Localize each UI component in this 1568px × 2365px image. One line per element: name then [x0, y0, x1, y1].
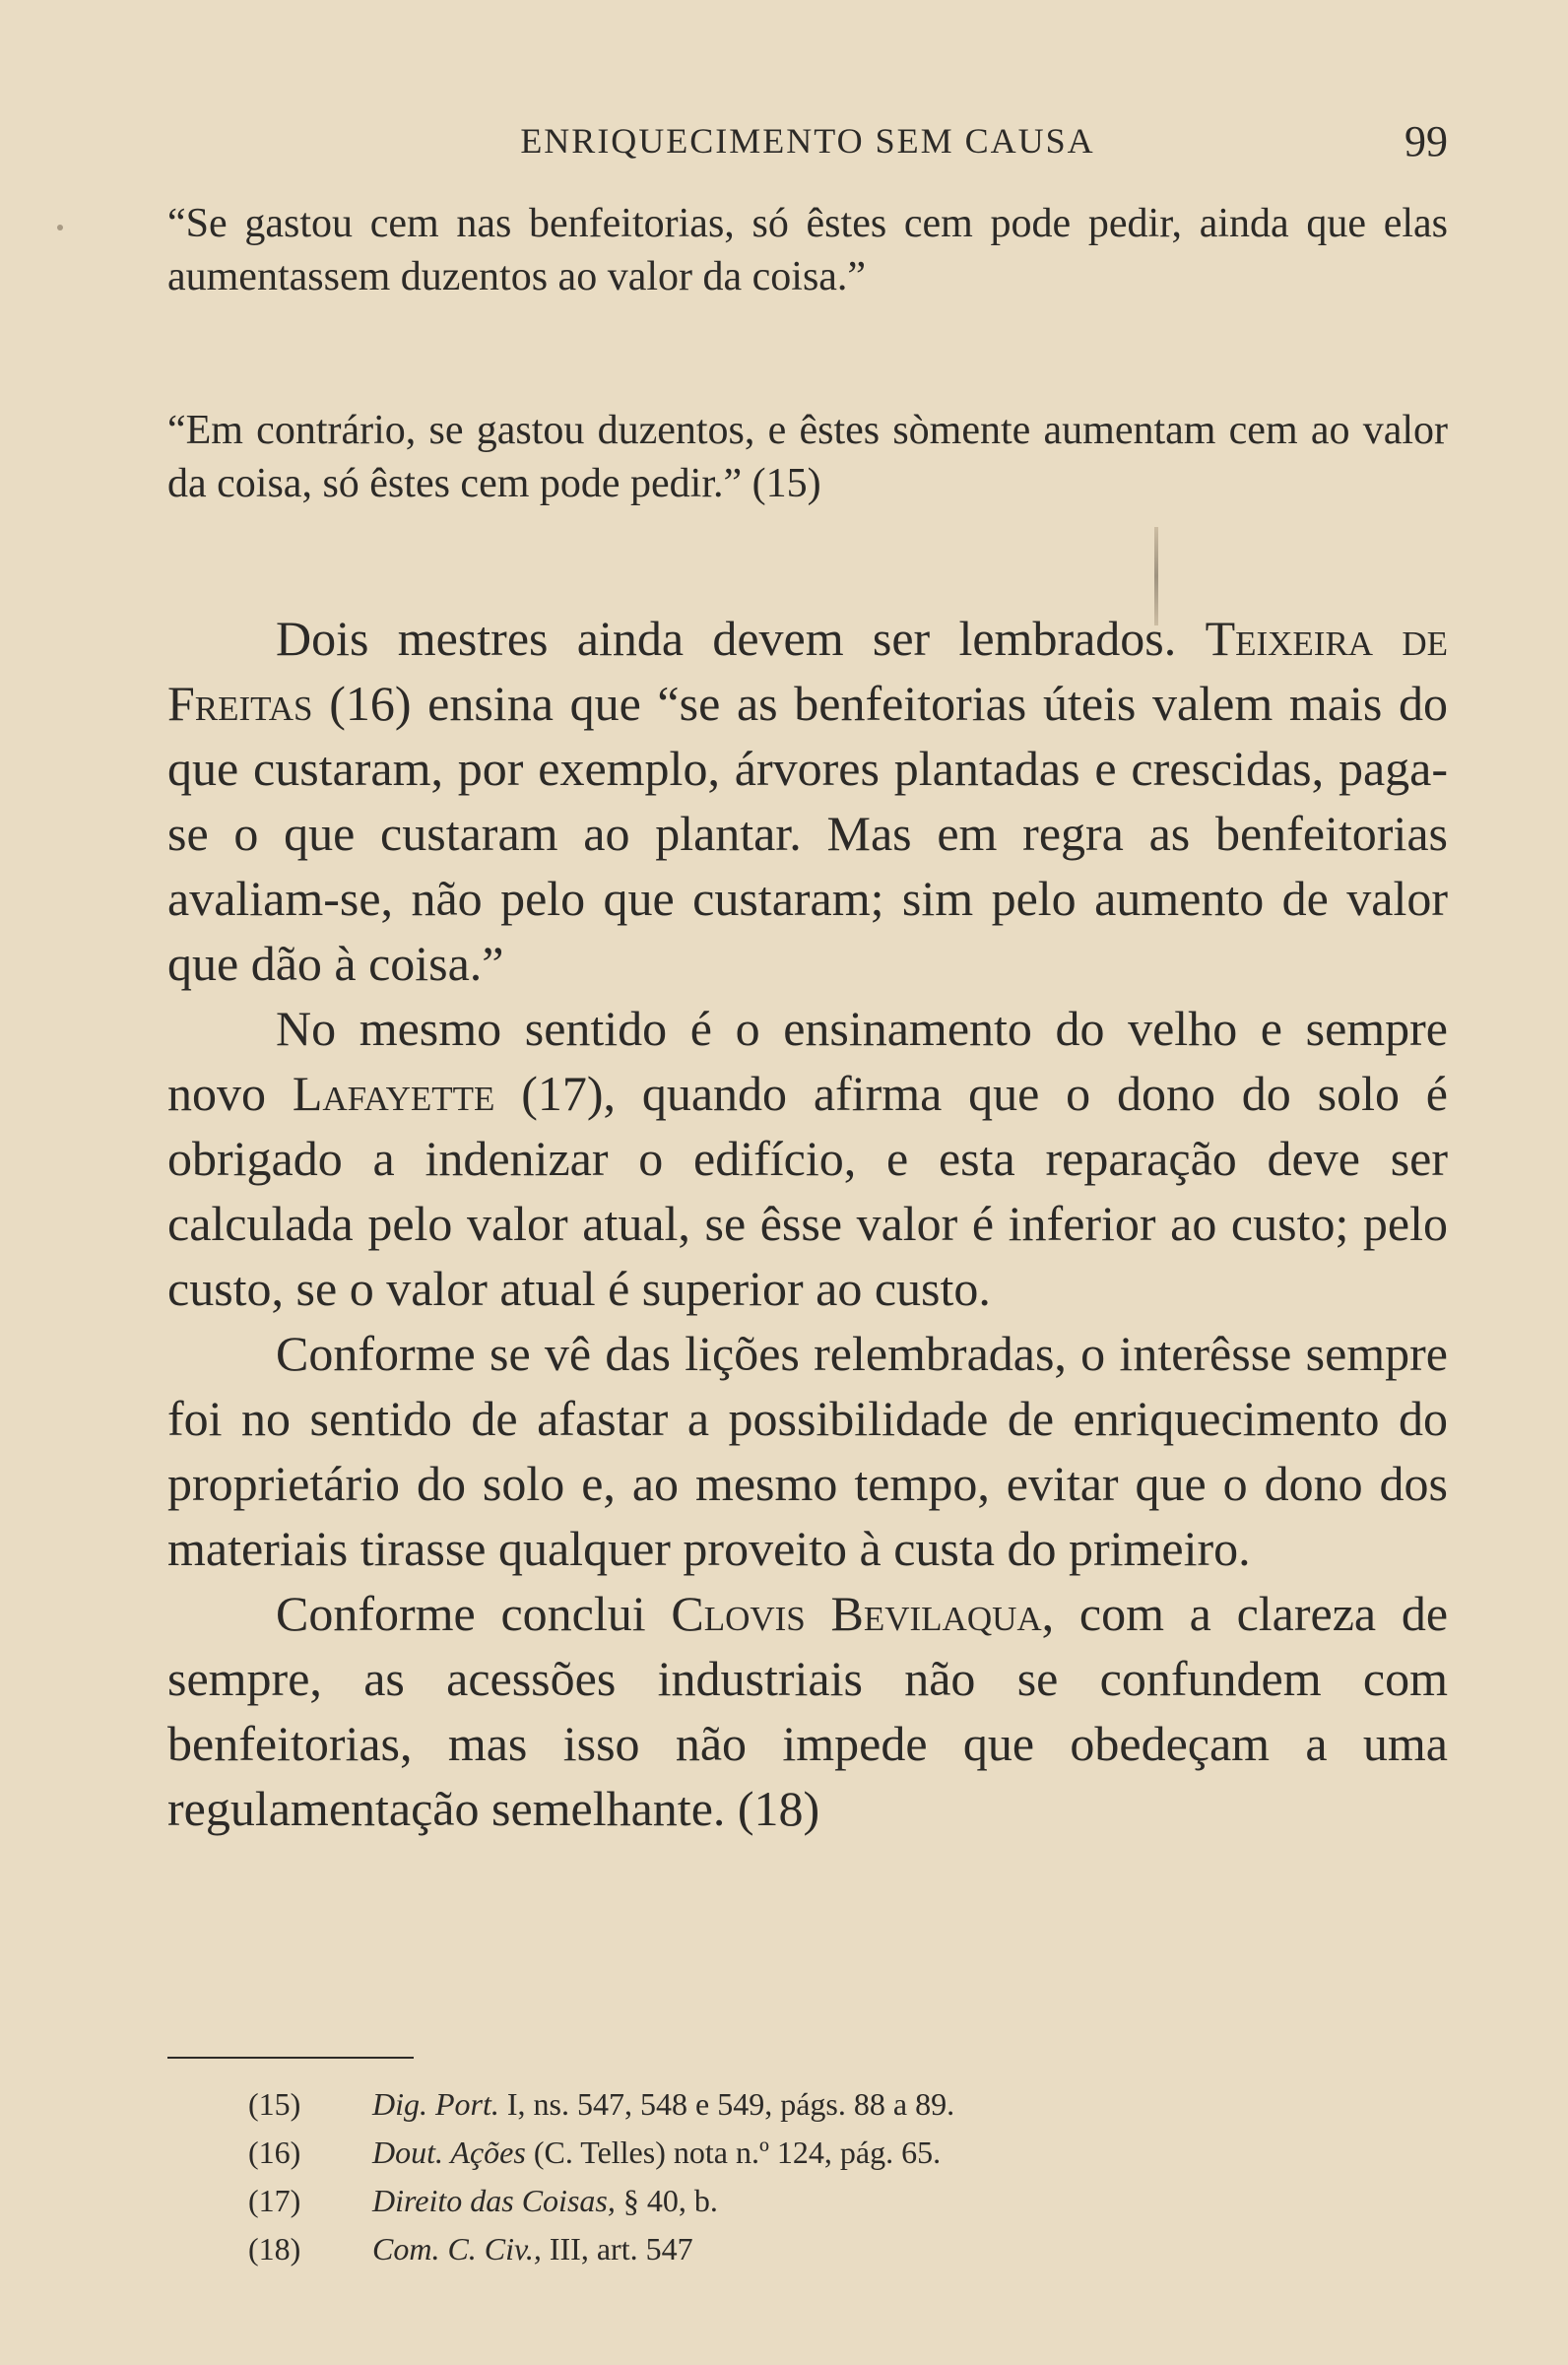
footnote-18: [248, 2225, 1332, 2273]
paragraph-text: Dois mestres ainda devem ser lembrados.: [276, 611, 1177, 666]
paragraph-text: (16) ensina que “se as benfeitorias úteis valem mais do que custaram, por exemplo, árvores plantadas e crescidas, paga-se o que custaram ao plantar. Mas em regra as benfeitorias avaliam-se, não pelo que custaram; sim pelo aumento de valor que dão à coisa.”: [167, 676, 1448, 991]
paragraph-text: , com a clareza de sempre, as acessões industriais não se confundem com benfeitorias, mas isso não impede que obedeçam a uma regulamentação semelhante. (18): [167, 1586, 1449, 1836]
running-header: [167, 116, 1448, 175]
footnote-source-title: Dout. Ações: [372, 2135, 526, 2170]
paragraph-teixeira: [167, 606, 1448, 996]
print-speck: [57, 225, 63, 230]
footnote-reference: I, ns. 547, 548 e 549, págs. 88 a 89.: [506, 2086, 955, 2122]
author-name: Teixeira de Freitas: [167, 611, 1449, 731]
paragraph-text: (17), quando afirma que o dono do solo é obrigado a indenizar o edifício, e esta reparação deve ser calculada pelo valor atual, se êsse valor é inferior ao custo; pelo custo, se o valor atual é superior ao custo.: [167, 1066, 1448, 1316]
footnote-reference: III, art. 547: [549, 2231, 693, 2266]
author-name: Lafayette: [292, 1066, 495, 1121]
footnote-reference: (C. Telles) nota n.º 124, pág. 65.: [533, 2135, 942, 2170]
footnote-17: [248, 2177, 1332, 2225]
quote-paragraph-2: “Em contrário, se gastou duzentos, e êstes sòmente aumentam cem ao valor da coisa, só êstes cem pode pedir.” (15): [167, 408, 1448, 506]
author-name: Clovis Bevilaqua: [671, 1586, 1042, 1641]
footnote-reference: § 40, b.: [622, 2183, 718, 2218]
paragraph-bevilaqua: [167, 1581, 1448, 1841]
body-text: [167, 606, 1448, 1841]
footnote-source-title: Dig. Port.: [372, 2086, 499, 2122]
footnote-source-title: Direito das Coisas,: [372, 2183, 616, 2218]
footnote-source-title: Com. C. Civ.,: [372, 2231, 542, 2266]
footnote-number: (15): [248, 2086, 301, 2122]
quote-paragraph-1: “Se gastou cem nas benfeitorias, só êstes cem pode pedir, ainda que elas aumentassem duzentos ao valor da coisa.”: [167, 201, 1448, 299]
page-number: 99: [1405, 117, 1448, 165]
footnotes: [248, 2080, 1332, 2273]
paragraph-lafayette: [167, 996, 1448, 1321]
paragraph-text: Conforme conclui: [276, 1586, 646, 1641]
footnote-rule: [167, 2057, 414, 2059]
paragraph-conclusion: Conforme se vê das lições relembradas, o interêsse sempre foi no sentido de afastar a possibilidade de enriquecimento do proprietário do solo e, ao mesmo tempo, evitar que o dono dos materiais tirasse qualquer proveito à custa do primeiro.: [167, 1326, 1448, 1576]
footnote-number: (17): [248, 2183, 301, 2218]
footnote-number: (16): [248, 2135, 301, 2170]
paragraph-text: No mesmo sentido é o ensinamento do velho e sempre novo: [167, 1001, 1448, 1121]
footnote-number: (18): [248, 2231, 301, 2266]
footnote-16: [248, 2129, 1332, 2177]
footnote-15: [248, 2080, 1332, 2129]
running-title: ENRIQUECIMENTO SEM CAUSA: [520, 121, 1095, 161]
